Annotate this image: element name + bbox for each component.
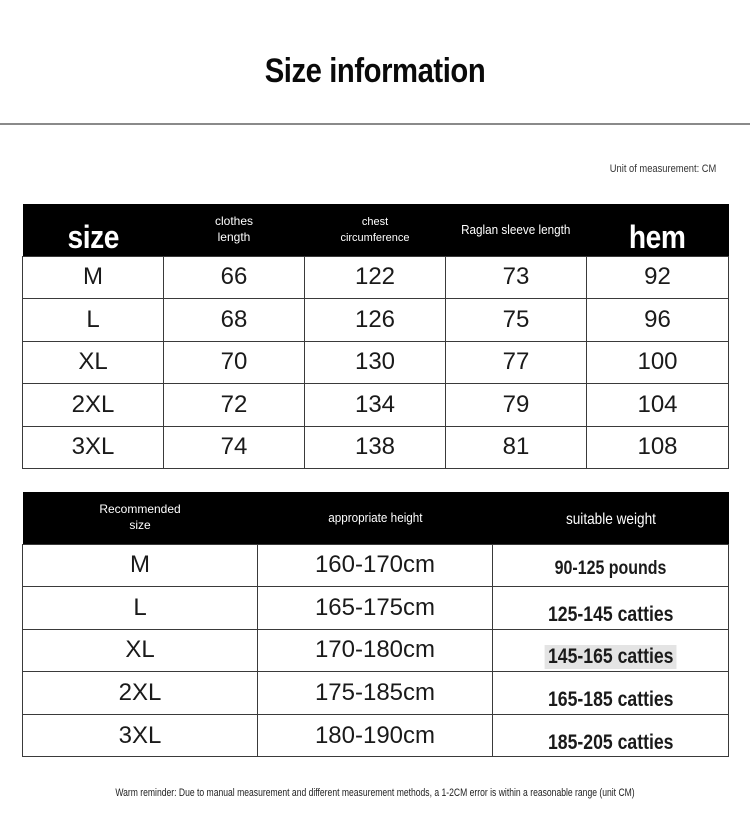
chest-cell: 130	[305, 341, 446, 384]
table-row	[23, 544, 729, 587]
size-cell: 2XL	[23, 384, 164, 427]
table-row	[23, 587, 729, 630]
sleeve-cell: 79	[446, 384, 587, 427]
clothes-length-cell: 66	[164, 256, 305, 299]
recommended-size-cell: XL	[23, 629, 258, 672]
clothes-length-cell: 74	[164, 426, 305, 469]
size-table	[22, 204, 729, 469]
recommended-size-cell: M	[23, 544, 258, 587]
table-row	[23, 341, 729, 384]
weight-cell: 165-185 catties	[493, 672, 729, 715]
height-cell: 180-190cm	[258, 714, 493, 757]
warm-reminder: Warm reminder: Due to manual measurement and different measurement methods, a 1-2CM error is within a reasonable range (unit CM)	[115, 787, 635, 799]
table-row	[23, 672, 729, 715]
size-cell: XL	[23, 341, 164, 384]
hem-cell: 92	[587, 256, 729, 299]
hem-cell: 104	[587, 384, 729, 427]
sleeve-cell: 75	[446, 299, 587, 342]
table-row	[23, 256, 729, 299]
hem-cell: 96	[587, 299, 729, 342]
chest-cell: 138	[305, 426, 446, 469]
size-cell: M	[23, 256, 164, 299]
header-raglan-sleeve-length: Raglan sleeve length	[446, 204, 587, 256]
header-hem: hem	[587, 204, 729, 256]
size-table-header	[23, 204, 729, 256]
clothes-length-cell: 70	[164, 341, 305, 384]
recommended-size-cell: L	[23, 587, 258, 630]
chest-cell: 134	[305, 384, 446, 427]
recommended-size-cell: 2XL	[23, 672, 258, 715]
weight-cell: 185-205 catties	[493, 714, 729, 757]
weight-cell: 90-125 pounds	[493, 544, 729, 587]
height-cell: 165-175cm	[258, 587, 493, 630]
height-cell: 160-170cm	[258, 544, 493, 587]
size-cell: L	[23, 299, 164, 342]
page-title: Size information	[264, 52, 486, 90]
recommendation-table-header	[23, 492, 729, 544]
table-row	[23, 384, 729, 427]
table-row	[23, 629, 729, 672]
height-cell: 175-185cm	[258, 672, 493, 715]
weight-cell: 125-145 catties	[493, 587, 729, 630]
header-chest-circumference: chest circumference	[305, 204, 446, 256]
hem-cell: 100	[587, 341, 729, 384]
recommended-size-cell: 3XL	[23, 714, 258, 757]
table-row	[23, 299, 729, 342]
header-clothes-length: clothes length	[164, 204, 305, 256]
table-row	[23, 426, 729, 469]
header-suitable-weight: suitable weight	[493, 492, 729, 544]
clothes-length-cell: 72	[164, 384, 305, 427]
header-appropriate-height: appropriate height	[258, 492, 493, 544]
chest-cell: 122	[305, 256, 446, 299]
sleeve-cell: 73	[446, 256, 587, 299]
sleeve-cell: 81	[446, 426, 587, 469]
height-cell: 170-180cm	[258, 629, 493, 672]
chest-cell: 126	[305, 299, 446, 342]
hem-cell: 108	[587, 426, 729, 469]
header-size: size	[23, 204, 164, 256]
recommendation-table	[22, 492, 729, 757]
table-row	[23, 714, 729, 757]
unit-note: Unit of measurement: CM	[609, 163, 716, 175]
title-divider	[0, 123, 750, 125]
size-cell: 3XL	[23, 426, 164, 469]
sleeve-cell: 77	[446, 341, 587, 384]
header-recommended-size: Recommended size	[23, 492, 258, 544]
weight-cell: 145-165 catties	[493, 629, 729, 672]
clothes-length-cell: 68	[164, 299, 305, 342]
